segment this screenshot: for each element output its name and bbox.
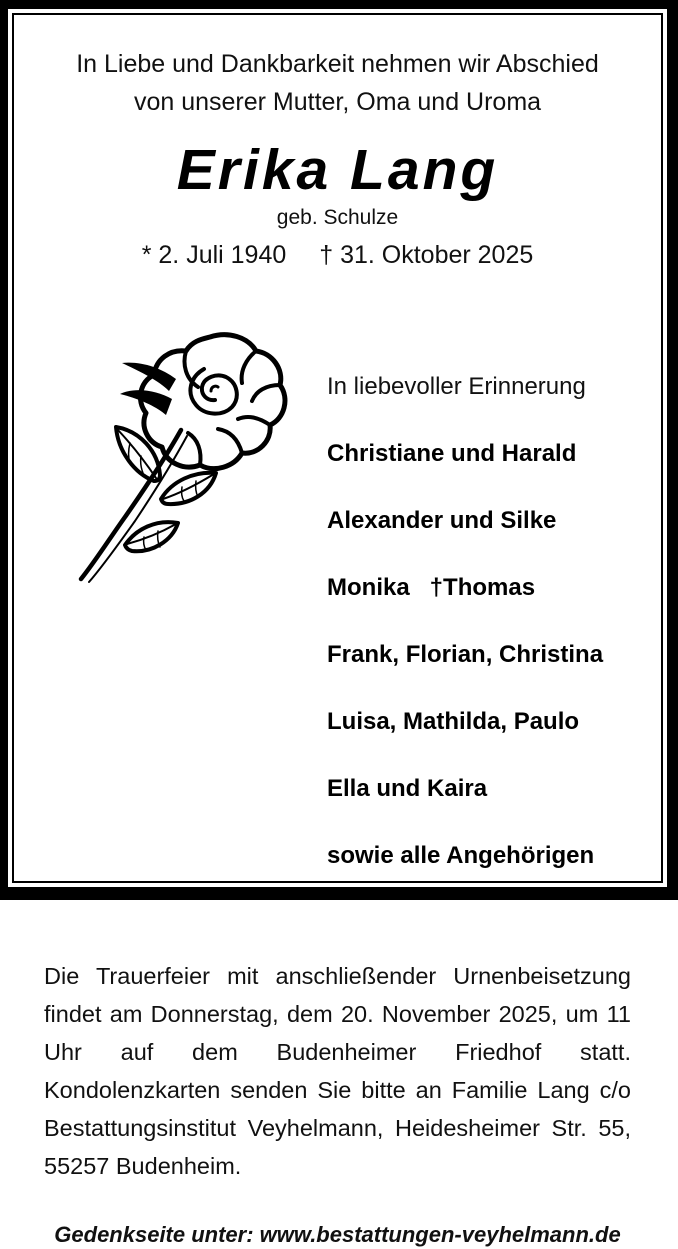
memorial-website-line: Gedenkseite unter: www.bestattungen-veyhelmann.de xyxy=(54,1222,621,1247)
intro-line-1: In Liebe und Dankbarkeit nehmen wir Abschied xyxy=(76,50,599,78)
life-dates xyxy=(30,239,645,271)
mourner-line: Christiane und Harald xyxy=(327,440,577,467)
maiden-name: geb. Schulze xyxy=(276,206,399,229)
obituary-inner-frame xyxy=(12,13,663,1247)
rose-icon xyxy=(68,327,283,592)
mourner-line: Luisa, Mathilda, Paulo xyxy=(327,708,580,735)
funeral-paragraph: Die Trauerfeier mit anschließender Urnenbeisetzung findet am Donnerstag, dem 20. November 2025, um 11 Uhr auf dem Budenheimer Friedhof statt. Kondolenzkarten senden Sie bitte an Familie Lang c/o Bestattungsinstitut Veyhelmann, Heidesheimer Str. 55, 55257 Budenheim. xyxy=(44,963,631,1179)
mourner-line: Alexander und Silke xyxy=(327,507,557,534)
death-date: † 31. Oktober 2025 xyxy=(319,241,534,269)
mourners-list xyxy=(327,327,603,907)
memorial-section xyxy=(30,327,645,907)
memorial-intro: In liebevoller Erinnerung xyxy=(327,373,586,400)
birth-date: * 2. Juli 1940 xyxy=(141,241,287,269)
frame-gap xyxy=(8,9,667,1247)
mourner-line: Ella und Kaira xyxy=(327,775,488,802)
mourner-line: Monika †Thomas xyxy=(327,574,536,601)
deceased-name: Erika Lang xyxy=(176,138,499,202)
obituary-header xyxy=(30,45,645,271)
mourner-line: Frank, Florian, Christina xyxy=(327,641,604,668)
intro-line-2: von unserer Mutter, Oma und Uroma xyxy=(133,88,542,116)
mourner-line: sowie alle Angehörigen xyxy=(327,842,595,869)
